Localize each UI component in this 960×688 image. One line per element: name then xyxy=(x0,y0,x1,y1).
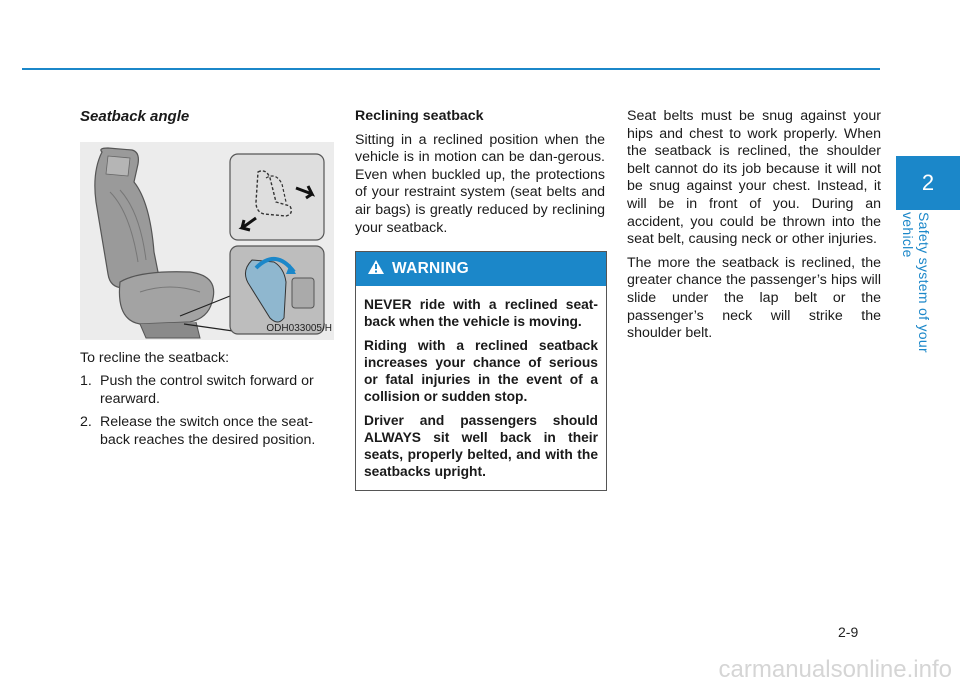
seat-illustration xyxy=(80,142,334,340)
warning-body xyxy=(356,286,606,490)
page-number: 2-9 xyxy=(838,624,859,640)
warning-paragraph: Driver and passengers should ALWAYS sit well back in their seats, properly belted, and with the seatbacks upright. xyxy=(364,413,598,480)
reclining-paragraph: Sitting in a reclined position when the vehicle is in motion can be dan-gerous. Even when buckled up, the protections of your restraint system (seat belts and air bags) is greatly reduced by reclining your seatback. xyxy=(355,131,605,236)
column-3 xyxy=(627,108,881,349)
step-item xyxy=(80,373,334,408)
heading-reclining-seatback: Reclining seatback xyxy=(355,108,484,124)
warning-header xyxy=(356,252,606,286)
step-number: 1. xyxy=(80,373,92,390)
column-2 xyxy=(355,108,605,491)
figure-code: ODH033005/H xyxy=(266,323,332,334)
warning-box xyxy=(355,251,607,491)
chapter-number-tab: 2 xyxy=(896,156,960,210)
step-text: Push the control switch forward or rearward. xyxy=(100,373,314,407)
step-text: Release the switch once the seat-back reaches the desired position. xyxy=(100,414,316,448)
recline-effect-paragraph: The more the seatback is reclined, the greater chance the passenger’s hips will slide under the lap belt or the passenger’s neck will strike the shoulder belt. xyxy=(627,254,881,342)
chapter-title: Safety system of your vehicle xyxy=(900,212,932,353)
recline-instructions xyxy=(80,350,334,450)
warning-paragraph: Riding with a reclined seatback increases your chance of serious or fatal injuries in the event of a collision or sudden stop. xyxy=(364,338,598,405)
column-1 xyxy=(80,108,334,456)
top-rule xyxy=(22,68,880,70)
heading-seatback-angle: Seatback angle xyxy=(80,108,190,125)
warning-title: WARNING xyxy=(392,260,470,278)
step-number: 2. xyxy=(80,414,92,431)
warning-paragraph: NEVER ride with a reclined seat-back when the vehicle is moving. xyxy=(364,297,598,330)
step-item xyxy=(80,414,334,449)
seatbelt-paragraph: Seat belts must be snug against your hips and chest to work properly. When the seatback is reclined, the shoulder belt cannot do its job because it will not be snug against your chest. Instead, it will be in front of you. During an accident, you could be thrown into the seat belt, causing neck or other injuries. xyxy=(627,108,881,248)
steps-intro: To recline the seatback: xyxy=(80,349,230,366)
watermark: carmanualsonline.info xyxy=(718,656,952,683)
warning-triangle-icon xyxy=(368,260,384,279)
